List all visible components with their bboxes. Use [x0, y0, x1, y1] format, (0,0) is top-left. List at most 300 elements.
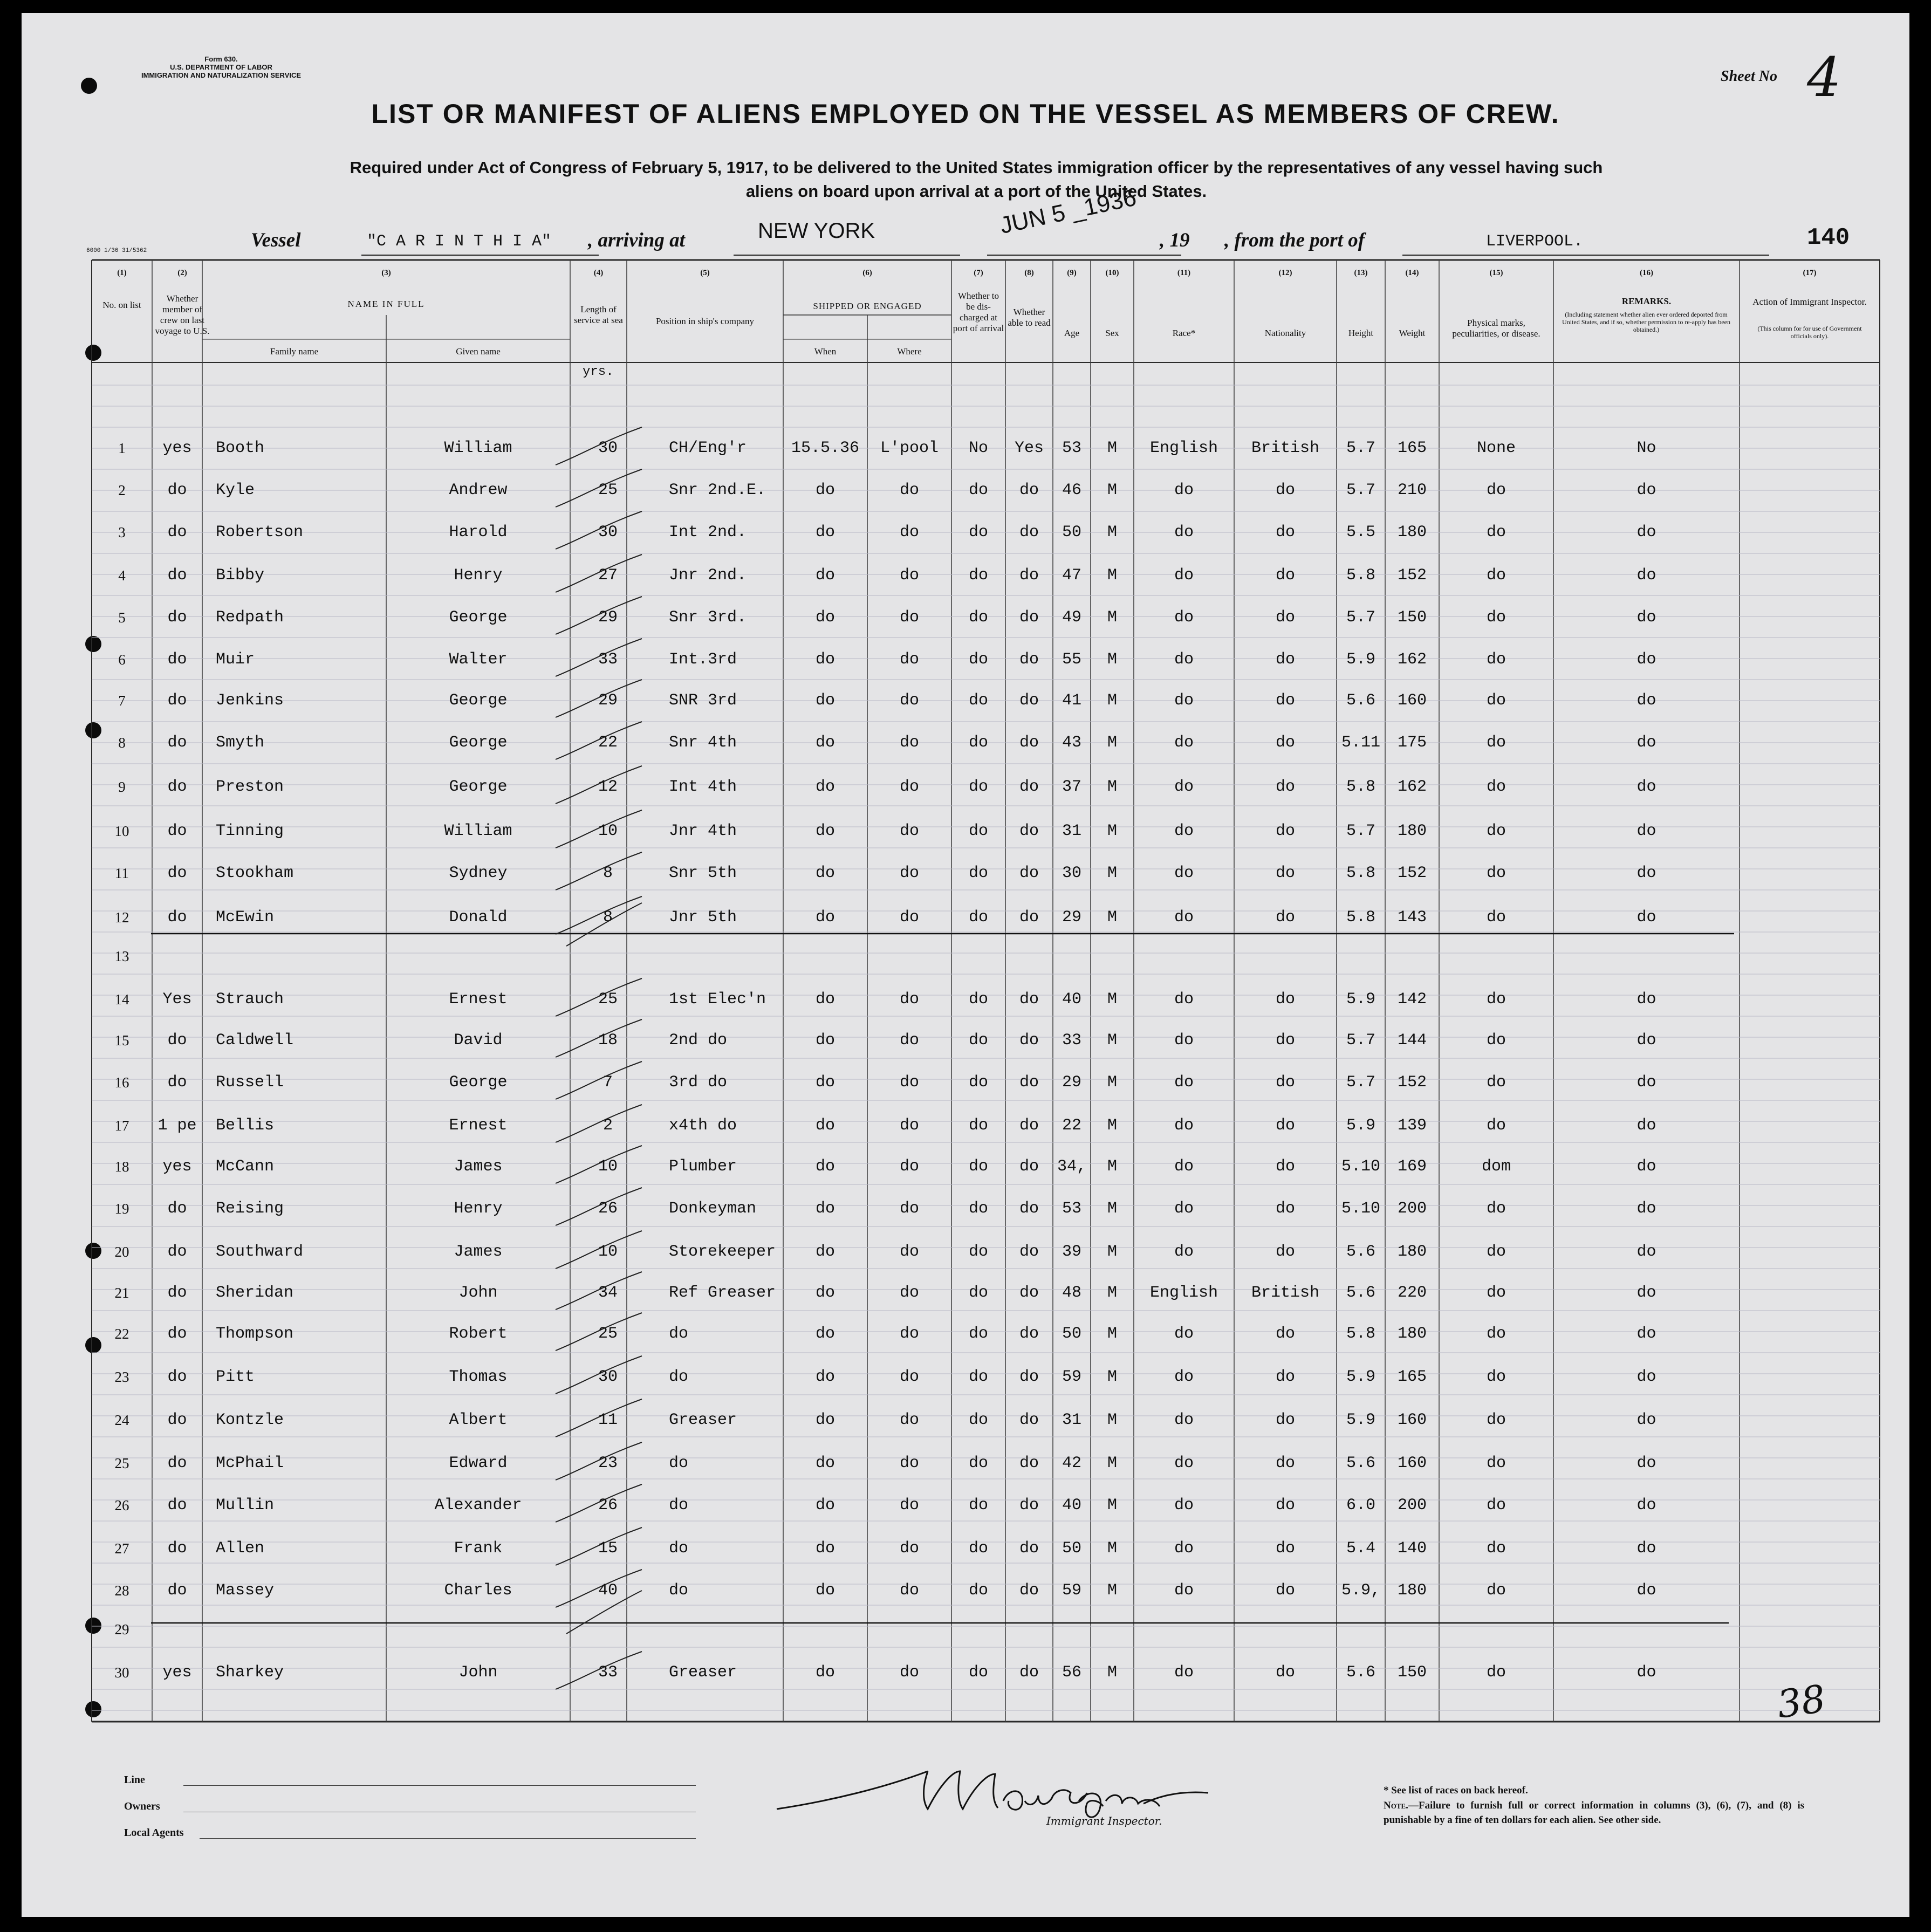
cell-service: 11: [598, 1411, 618, 1429]
cell-marks: do: [1486, 864, 1506, 882]
cell-read: do: [1019, 990, 1039, 1009]
cell-read: do: [1019, 908, 1039, 927]
cell-age: 42: [1062, 1454, 1081, 1472]
cell-family: Kontzle: [216, 1411, 284, 1429]
cell-voyage: do: [167, 908, 187, 927]
cell-voyage: do: [167, 481, 187, 499]
cell-given: Charles: [444, 1581, 512, 1600]
cell-sex: M: [1107, 439, 1117, 457]
cell-voyage: do: [167, 1284, 187, 1302]
cell-marks: do: [1486, 1284, 1506, 1302]
cell-height: 5.9,: [1341, 1581, 1380, 1600]
cell-position: Int 4th: [669, 778, 737, 796]
cell-when: do: [815, 523, 835, 542]
cell-voyage: do: [167, 864, 187, 882]
from-port: LIVERPOOL.: [1486, 232, 1584, 251]
cell-race: do: [1174, 1496, 1194, 1515]
cell-where: do: [899, 990, 919, 1009]
cell-service: 7: [602, 1073, 613, 1092]
cell-where: do: [899, 1454, 919, 1472]
cell-nationality: do: [1275, 650, 1295, 669]
cell-voyage: do: [167, 778, 187, 796]
cell-where: do: [899, 523, 919, 542]
cell-family: Russell: [216, 1073, 284, 1092]
cell-age: 29: [1062, 1073, 1081, 1092]
cell-service: 23: [598, 1454, 618, 1472]
cell-position: do: [669, 1454, 689, 1472]
cell-sex: M: [1107, 1411, 1117, 1429]
cell-given: Ernest: [449, 1116, 508, 1135]
cell-nationality: do: [1275, 864, 1295, 882]
cell-age: 53: [1062, 1200, 1081, 1218]
cell-discharged: do: [968, 1411, 988, 1429]
cell-when: do: [815, 566, 835, 585]
cell-service: 10: [598, 1243, 618, 1261]
cell-read: do: [1019, 1663, 1039, 1682]
cell-voyage: yes: [162, 1157, 192, 1176]
line-underline: [183, 1785, 696, 1786]
cell-remarks: do: [1636, 1116, 1656, 1135]
cell-height: 5.7: [1346, 481, 1375, 499]
cell-nationality: do: [1275, 1539, 1295, 1558]
cell-service: 27: [598, 566, 618, 585]
cell-height: 5.5: [1346, 523, 1375, 542]
page-title: LIST OR MANIFEST OF ALIENS EMPLOYED ON THE VESSEL AS MEMBERS OF CREW.: [371, 99, 1560, 129]
cell-sex: M: [1107, 1031, 1117, 1050]
cell-where: do: [899, 1539, 919, 1558]
cell-voyage: do: [167, 523, 187, 542]
cell-position: 2nd do: [669, 1031, 728, 1050]
cell-position: Storekeeper: [669, 1243, 776, 1261]
cell-race: do: [1174, 908, 1194, 927]
cell-service: 8: [602, 908, 613, 927]
department: U.S. DEPARTMENT OF LABOR: [170, 63, 272, 71]
cell-race: do: [1174, 481, 1194, 499]
cell-discharged: do: [968, 1200, 988, 1218]
cell-read: do: [1019, 1411, 1039, 1429]
cell-height: 5.6: [1346, 1243, 1375, 1261]
cell-marks: do: [1486, 1581, 1506, 1600]
cell-weight: 140: [1397, 1539, 1427, 1558]
cell-remarks: No: [1636, 439, 1656, 457]
cell-voyage: do: [167, 1581, 187, 1600]
cell-sex: M: [1107, 822, 1117, 840]
signature-text: [766, 1817, 770, 1818]
cell-age: 59: [1062, 1581, 1081, 1600]
cell-age: 53: [1062, 439, 1081, 457]
fine-note: [1384, 1798, 1804, 1827]
cell-service: 15: [598, 1539, 618, 1558]
cell-remarks: do: [1636, 822, 1656, 840]
cell-discharged: do: [968, 1157, 988, 1176]
cell-age: 31: [1062, 1411, 1081, 1429]
cell-when: do: [815, 990, 835, 1009]
sheet-label: Sheet No: [1721, 68, 1777, 85]
cell-age: 39: [1062, 1243, 1081, 1261]
cell-where: do: [899, 650, 919, 669]
date-stamp: JUN 5 _1936: [997, 184, 1139, 239]
note-text: —Failure to furnish full or correct information in columns (3), (6), (7), and (8) is punishable by a fine of ten dollars for each alien. See other side.: [1384, 1800, 1804, 1826]
cell-where: do: [899, 1663, 919, 1682]
cell-discharged: do: [968, 908, 988, 927]
vessel-label: Vessel: [251, 229, 301, 251]
cell-discharged: do: [968, 1116, 988, 1135]
cell-nationality: do: [1275, 1200, 1295, 1218]
arriving-port: NEW YORK: [758, 219, 875, 243]
col-17-sub: (This column for for use of Government officials only).: [1757, 325, 1862, 340]
cell-family: Allen: [216, 1539, 265, 1558]
col-3-label: NAME IN FULL: [347, 299, 425, 309]
cell-marks: do: [1486, 990, 1506, 1009]
cell-remarks: do: [1636, 1454, 1656, 1472]
cell-position: CH/Eng'r: [669, 439, 747, 457]
cell-discharged: do: [968, 481, 988, 499]
cell-when: do: [815, 1073, 835, 1092]
cell-given: John: [458, 1663, 498, 1682]
cell-service: 18: [598, 1031, 618, 1050]
cell-weight: 200: [1397, 1200, 1427, 1218]
cell-race: do: [1174, 1539, 1194, 1558]
col-8-label: Whether able to read: [1008, 307, 1051, 328]
cell-voyage: 1 pe: [158, 1116, 197, 1135]
col-9-number: (9): [1067, 269, 1077, 277]
cell-age: 41: [1062, 691, 1081, 710]
cell-voyage: do: [167, 650, 187, 669]
cell-given: Henry: [454, 1200, 503, 1218]
cell-read: do: [1019, 1157, 1039, 1176]
col-16-label: REMARKS.: [1621, 296, 1672, 306]
cell-remarks: do: [1636, 908, 1656, 927]
cell-voyage: yes: [162, 1663, 192, 1682]
col-5-label: Position in ship's company: [655, 316, 755, 326]
cell-nationality: do: [1275, 822, 1295, 840]
cell-weight: 150: [1397, 608, 1427, 627]
cell-height: 5.7: [1346, 439, 1375, 457]
cell-discharged: No: [968, 439, 988, 457]
cell-service: 40: [598, 1581, 618, 1600]
cell-height: 5.9: [1346, 650, 1375, 669]
races-note: * See list of races on back hereof.: [1384, 1785, 1528, 1796]
cell-given: David: [454, 1031, 503, 1050]
cell-voyage: do: [167, 1496, 187, 1515]
cell-sex: M: [1107, 1581, 1117, 1600]
cell-family: Caldwell: [216, 1031, 294, 1050]
cell-family: Kyle: [216, 481, 255, 499]
cell-weight: 165: [1397, 439, 1427, 457]
cell-marks: do: [1486, 1073, 1506, 1092]
cell-discharged: do: [968, 1325, 988, 1343]
arriving-label: , arriving at: [588, 229, 685, 251]
row-number: 5: [118, 609, 126, 626]
cell-given: Frank: [454, 1539, 503, 1558]
cell-nationality: do: [1275, 990, 1295, 1009]
cell-when: do: [815, 691, 835, 710]
cell-sex: M: [1107, 1496, 1117, 1515]
cell-family: Southward: [216, 1243, 304, 1261]
cell-discharged: do: [968, 1454, 988, 1472]
cell-age: 50: [1062, 523, 1081, 542]
cell-when: do: [815, 908, 835, 927]
cell-family: Robertson: [216, 523, 304, 542]
col-12-label: Nationality: [1264, 328, 1306, 338]
cell-when: do: [815, 1368, 835, 1386]
cell-position: x4th do: [669, 1116, 737, 1135]
cell-when: do: [815, 1539, 835, 1558]
cell-height: 5.10: [1341, 1157, 1380, 1176]
cell-position: SNR 3rd: [669, 691, 737, 710]
cell-nationality: do: [1275, 1663, 1295, 1682]
cell-marks: dom: [1481, 1157, 1511, 1176]
cell-nationality: do: [1275, 1116, 1295, 1135]
row-number: 23: [114, 1369, 129, 1385]
cell-discharged: do: [968, 822, 988, 840]
row-number: 11: [115, 865, 129, 881]
cell-age: 59: [1062, 1368, 1081, 1386]
cell-weight: 180: [1397, 1325, 1427, 1343]
cell-voyage: yes: [162, 439, 192, 457]
cell-nationality: do: [1275, 734, 1295, 752]
cell-voyage: do: [167, 1411, 187, 1429]
cell-weight: 142: [1397, 990, 1427, 1009]
cell-height: 5.8: [1346, 864, 1375, 882]
cell-remarks: do: [1636, 608, 1656, 627]
row-number: 27: [114, 1540, 129, 1557]
cell-remarks: do: [1636, 1200, 1656, 1218]
cell-service: 10: [598, 822, 618, 840]
cell-when: do: [815, 1454, 835, 1472]
row-number: 1: [118, 440, 126, 456]
cell-race: do: [1174, 1243, 1194, 1261]
cell-given: George: [449, 608, 508, 627]
cell-family: Mullin: [216, 1496, 275, 1515]
cell-where: do: [899, 1200, 919, 1218]
cell-age: 37: [1062, 778, 1081, 796]
cell-where: do: [899, 1157, 919, 1176]
cell-weight: 162: [1397, 650, 1427, 669]
cell-weight: 160: [1397, 1411, 1427, 1429]
cell-where: do: [899, 481, 919, 499]
cell-given: Donald: [449, 908, 508, 927]
cell-discharged: do: [968, 1581, 988, 1600]
cell-service: 12: [598, 778, 618, 796]
col-4-unit: yrs.: [583, 365, 614, 379]
cell-remarks: do: [1636, 1284, 1656, 1302]
cell-read: do: [1019, 1243, 1039, 1261]
cell-weight: 165: [1397, 1368, 1427, 1386]
row-number: 19: [114, 1201, 129, 1217]
cell-family: Tinning: [216, 822, 284, 840]
cell-remarks: do: [1636, 1157, 1656, 1176]
cell-race: do: [1174, 1157, 1194, 1176]
cell-age: 49: [1062, 608, 1081, 627]
col-17-label: Action of Immigrant Inspector.: [1752, 297, 1867, 307]
row-number: 16: [114, 1074, 129, 1091]
cell-remarks: do: [1636, 1368, 1656, 1386]
cell-position: Ref Greaser: [669, 1284, 776, 1302]
row-number: 18: [114, 1159, 129, 1175]
cell-race: English: [1149, 439, 1218, 457]
row-number: 10: [114, 823, 129, 839]
cell-where: L'pool: [880, 439, 939, 457]
cell-marks: do: [1486, 1368, 1506, 1386]
cell-marks: do: [1486, 523, 1506, 542]
cell-given: George: [449, 1073, 508, 1092]
inspector-label: Immigrant Inspector.: [1046, 1814, 1162, 1827]
col-16-number: (16): [1640, 269, 1653, 277]
cell-age: 47: [1062, 566, 1081, 585]
cell-service: 33: [598, 1663, 618, 1682]
col-1-number: (1): [117, 269, 127, 277]
cell-marks: do: [1486, 1663, 1506, 1682]
cell-height: 5.4: [1346, 1539, 1375, 1558]
cell-height: 5.8: [1346, 908, 1375, 927]
cell-height: 6.0: [1346, 1496, 1375, 1515]
cell-read: do: [1019, 1031, 1039, 1050]
cell-discharged: do: [968, 864, 988, 882]
cell-nationality: do: [1275, 566, 1295, 585]
cell-position: Int 2nd.: [669, 523, 747, 542]
cell-age: 48: [1062, 1284, 1081, 1302]
cell-where: do: [899, 1031, 919, 1050]
cell-when: do: [815, 1325, 835, 1343]
cell-remarks: do: [1636, 1411, 1656, 1429]
cell-where: do: [899, 1411, 919, 1429]
cell-voyage: do: [167, 691, 187, 710]
cell-race: do: [1174, 822, 1194, 840]
cell-given: Alexander: [434, 1496, 522, 1515]
cell-marks: do: [1486, 608, 1506, 627]
cell-height: 5.9: [1346, 990, 1375, 1009]
cell-when: do: [815, 1116, 835, 1135]
cell-position: do: [669, 1581, 689, 1600]
cell-given: Walter: [449, 650, 508, 669]
cell-nationality: do: [1275, 1454, 1295, 1472]
col-12-number: (12): [1278, 269, 1292, 277]
cell-weight: 175: [1397, 734, 1427, 752]
cell-age: 22: [1062, 1116, 1081, 1135]
cell-given: Henry: [454, 566, 503, 585]
cell-marks: do: [1486, 1539, 1506, 1558]
cell-discharged: do: [968, 1368, 988, 1386]
row-number: 3: [118, 524, 126, 540]
col-14-number: (14): [1405, 269, 1419, 277]
cell-read: do: [1019, 778, 1039, 796]
cell-family: Bellis: [216, 1116, 275, 1135]
cell-race: do: [1174, 1325, 1194, 1343]
col-11-number: (11): [1177, 269, 1191, 277]
cell-nationality: do: [1275, 481, 1295, 499]
cell-family: Pitt: [216, 1368, 255, 1386]
vessel-name: "C A R I N T H I A": [367, 232, 552, 251]
cell-weight: 160: [1397, 691, 1427, 710]
sheet-number: 4: [1807, 46, 1841, 109]
cell-given: William: [444, 822, 512, 840]
cell-race: do: [1174, 778, 1194, 796]
cell-sex: M: [1107, 523, 1117, 542]
row-number: 8: [118, 735, 126, 751]
cell-given: James: [454, 1243, 503, 1261]
cell-family: Smyth: [216, 734, 265, 752]
cell-sex: M: [1107, 990, 1117, 1009]
cell-where: do: [899, 1243, 919, 1261]
cell-position: do: [669, 1496, 689, 1515]
cell-age: 55: [1062, 650, 1081, 669]
cell-weight: 180: [1397, 1581, 1427, 1600]
col-7-label: Whether to be dis-charged at port of arrival: [953, 291, 1004, 333]
cell-position: do: [669, 1325, 689, 1343]
cell-weight: 162: [1397, 778, 1427, 796]
cell-read: do: [1019, 1539, 1039, 1558]
row-number: 6: [118, 652, 126, 668]
cell-when: do: [815, 1284, 835, 1302]
cell-voyage: do: [167, 1325, 187, 1343]
cell-read: do: [1019, 566, 1039, 585]
service: IMMIGRATION AND NATURALIZATION SERVICE: [141, 71, 302, 79]
cell-remarks: do: [1636, 523, 1656, 542]
tally-number: 38: [1774, 1676, 1829, 1727]
col-2-label: Whether member of crew on last voyage to U.S.: [155, 293, 210, 336]
cell-marks: do: [1486, 734, 1506, 752]
cell-nationality: do: [1275, 1157, 1295, 1176]
cell-weight: 143: [1397, 908, 1427, 927]
row-number: 29: [114, 1621, 129, 1638]
row-number: 30: [114, 1664, 129, 1681]
cell-where: do: [899, 1581, 919, 1600]
col-1-label: No. on list: [102, 300, 141, 310]
cell-service: 33: [598, 650, 618, 669]
cell-race: English: [1149, 1284, 1218, 1302]
cell-when: do: [815, 1200, 835, 1218]
cell-service: 30: [598, 523, 618, 542]
cell-nationality: do: [1275, 1073, 1295, 1092]
cell-sex: M: [1107, 908, 1117, 927]
cell-sex: M: [1107, 1073, 1117, 1092]
cell-nationality: do: [1275, 1368, 1295, 1386]
cell-remarks: do: [1636, 481, 1656, 499]
cell-weight: 180: [1397, 822, 1427, 840]
cell-sex: M: [1107, 650, 1117, 669]
cell-service: 25: [598, 481, 618, 499]
cell-age: 31: [1062, 822, 1081, 840]
line-label: Line: [124, 1774, 145, 1786]
cell-marks: do: [1486, 1411, 1506, 1429]
cell-position: Snr 4th: [669, 734, 737, 752]
cell-read: do: [1019, 691, 1039, 710]
cell-weight: 180: [1397, 523, 1427, 542]
cell-where: do: [899, 822, 919, 840]
cell-when: do: [815, 1031, 835, 1050]
cell-marks: do: [1486, 822, 1506, 840]
cell-voyage: do: [167, 1031, 187, 1050]
cell-read: Yes: [1014, 439, 1044, 457]
cell-height: 5.8: [1346, 778, 1375, 796]
cell-marks: do: [1486, 691, 1506, 710]
cell-position: Greaser: [669, 1663, 737, 1682]
cell-given: Thomas: [449, 1368, 508, 1386]
cell-discharged: do: [968, 1031, 988, 1050]
cell-discharged: do: [968, 1663, 988, 1682]
cell-height: 5.7: [1346, 608, 1375, 627]
cell-sex: M: [1107, 734, 1117, 752]
col-4-label: Length of service at sea: [574, 304, 623, 325]
cell-weight: 169: [1397, 1157, 1427, 1176]
col-10-label: Sex: [1105, 328, 1119, 338]
col-7-number: (7): [974, 269, 983, 277]
row-number: 20: [114, 1244, 129, 1260]
print-code: 6000 1/36 31/5362: [86, 248, 147, 254]
subtitle-line-1: Required under Act of Congress of February 5, 1917, to be delivered to the United States immigration officer by the representatives of any vessel having such: [350, 158, 1603, 177]
cell-family: Stookham: [216, 864, 294, 882]
